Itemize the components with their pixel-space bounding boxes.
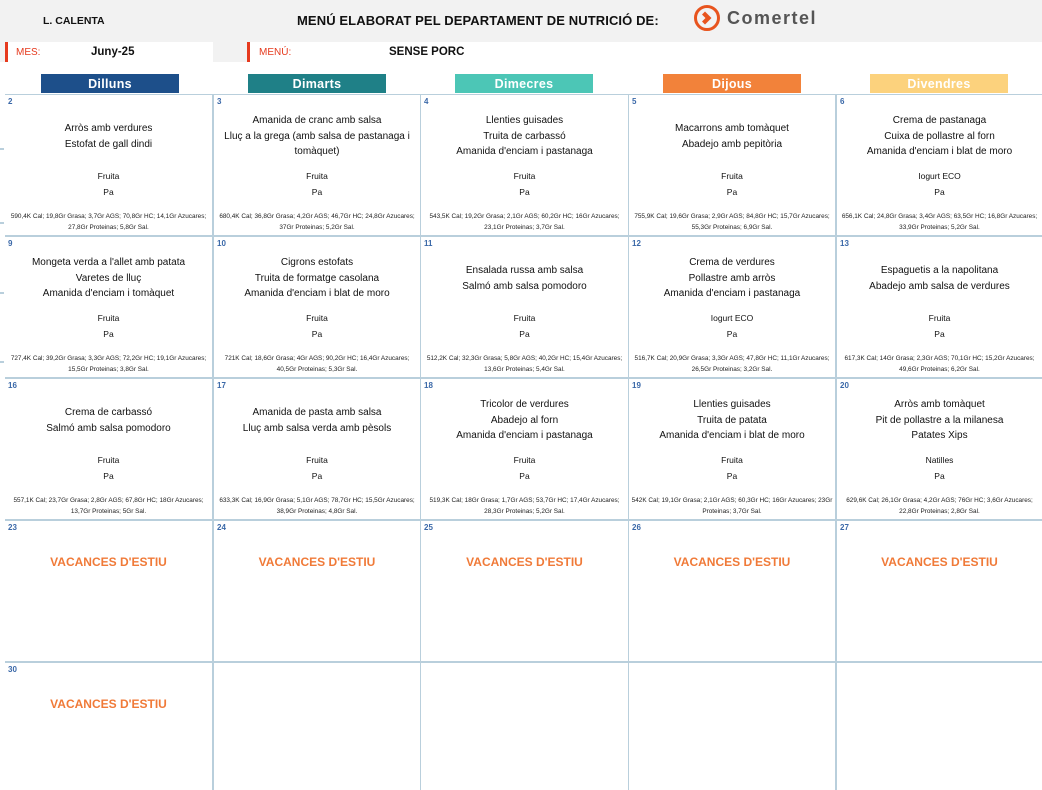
dish-item: Estofat de gall dindi — [64, 138, 153, 150]
holiday-label: VACANCES D'ESTIU — [258, 555, 376, 569]
holiday-label: VACANCES D'ESTIU — [881, 555, 998, 569]
day-number: 25 — [424, 523, 433, 532]
side-item: Fruita — [97, 313, 120, 323]
dish-item: Macarrons amb tomàquet — [675, 123, 789, 134]
dish-list — [7, 121, 210, 152]
day-cell-dimecres — [421, 663, 628, 790]
dish-item: Truita de carbassó — [483, 130, 566, 142]
dish-item: Amanida d'enciam i blat de moro — [866, 146, 1013, 157]
day-header-dijous: Dijous — [663, 74, 801, 93]
side-items — [423, 169, 626, 200]
side-item: Pa — [726, 470, 738, 481]
side-item: Fruita — [513, 313, 536, 323]
side-item: Pa — [311, 328, 323, 339]
side-items — [839, 169, 1040, 200]
month-value: Juny-25 — [91, 46, 135, 58]
dish-item: Amanida d'enciam i tomàquet — [42, 288, 175, 299]
day-cell-dimarts — [214, 663, 420, 790]
dish-item: Tricolor de verdures — [480, 399, 569, 410]
day-number: 18 — [424, 381, 433, 390]
side-item: Fruita — [97, 455, 120, 465]
dish-item: Patates Xips — [911, 430, 968, 441]
day-number: 30 — [8, 665, 17, 674]
month-label: MES: — [16, 47, 41, 58]
day-number: 20 — [840, 381, 849, 390]
dish-list — [216, 113, 418, 160]
row-marker — [0, 292, 4, 294]
day-cell-dimarts — [214, 237, 420, 377]
dish-item: Arròs amb verdures — [64, 123, 153, 134]
dish-item: Llenties guisades — [693, 399, 771, 410]
dish-item: Salmó amb salsa pomodoro — [462, 280, 587, 292]
page-title: MENÚ ELABORAT PEL DEPARTAMENT DE NUTRICIÓ DE: — [297, 13, 659, 28]
dish-list — [631, 255, 833, 302]
day-cell-dilluns — [5, 379, 212, 519]
side-items — [216, 169, 418, 200]
brand-name: Comertel — [727, 7, 818, 28]
dish-item: Truita de patata — [697, 414, 767, 426]
day-cell-divendres — [837, 521, 1042, 661]
dish-item: Salmó amb salsa pomodoro — [46, 422, 171, 434]
day-number: 27 — [840, 523, 849, 532]
side-item: Iogurt ECO — [918, 171, 961, 181]
dish-item: Crema de verdures — [689, 257, 775, 268]
nutrition-info: 617,3K Cal; 14Gr Grasa; 2,3Gr AGS; 70,1Gr HC; 15,2Gr Azucares; 49,6Gr Proteinas; 6,2Gr Sal. — [844, 355, 1035, 373]
side-item: Fruita — [306, 171, 328, 181]
day-number: 16 — [8, 381, 17, 390]
dish-item: Crema de carbassó — [64, 407, 153, 418]
dish-item: Cuixa de pollastre al forn — [884, 130, 995, 142]
kitchen-label: L. CALENTA — [43, 15, 105, 27]
day-cell-dijous — [629, 663, 835, 790]
day-cell-dimarts — [214, 521, 420, 661]
nutrition-info: 633,3K Cal; 16,9Gr Grasa; 5,1Gr AGS; 78,7Gr HC; 15,5Gr Azucares; 38,9Gr Proteinas; 4,8Gr Sal. — [219, 497, 415, 515]
nutrition-info: 755,9K Cal; 19,6Gr Grasa; 2,9Gr AGS; 84,8Gr HC; 15,7Gr Azucares; 55,3Gr Proteinas; 6,9Gr Sal. — [634, 213, 830, 231]
nutrition-info: 680,4K Cal; 36,8Gr Grasa; 4,2Gr AGS; 46,7Gr HC; 24,8Gr Azucares; 37Gr Proteinas; 5,2Gr Sal. — [219, 213, 415, 231]
comertel-logo-icon — [694, 5, 720, 31]
menu-calendar-grid — [5, 94, 1042, 790]
day-number: 2 — [8, 97, 13, 106]
nutrition-info: 542K Cal; 19,1Gr Grasa; 2,1Gr AGS; 60,3Gr HC; 16Gr Azucares; 23Gr Proteinas; 3,7Gr Sal. — [631, 497, 833, 515]
dish-item: Varetes de lluç — [75, 272, 142, 284]
day-cell-dimarts — [214, 95, 420, 235]
day-number: 5 — [632, 97, 637, 106]
day-cell-divendres — [837, 663, 1042, 790]
nutrition-info: 557,1K Cal; 23,7Gr Grasa; 2,8Gr AGS; 67,8Gr HC; 18Gr Azucares; 13,7Gr Proteinas; 5Gr Sal. — [13, 497, 204, 515]
dish-list — [7, 255, 210, 302]
day-number: 26 — [632, 523, 641, 532]
side-item: Pa — [103, 470, 114, 481]
side-items — [631, 169, 833, 200]
dish-list — [631, 397, 833, 444]
holiday-label: VACANCES D'ESTIU — [673, 555, 791, 569]
day-cell-dilluns — [5, 521, 212, 661]
day-number: 17 — [217, 381, 226, 390]
side-item: Natilles — [925, 455, 954, 465]
holiday-label: VACANCES D'ESTIU — [50, 697, 167, 711]
day-cell-dimarts — [214, 379, 420, 519]
day-number: 4 — [424, 97, 429, 106]
side-item: Pa — [519, 470, 530, 481]
dish-item: Amanida d'enciam i blat de moro — [244, 288, 390, 299]
side-item: Pa — [934, 186, 945, 197]
dish-list — [423, 397, 626, 444]
row-marker — [0, 148, 4, 150]
day-cell-dimecres — [421, 521, 628, 661]
day-number: 6 — [840, 97, 845, 106]
dish-item: Pollastre amb arròs — [688, 272, 776, 284]
nutrition-info: 629,6K Cal; 26,1Gr Grasa; 4,2Gr AGS; 76Gr HC; 3,6Gr Azucares; 22,8Gr Proteinas; 2,8Gr Sal. — [846, 497, 1033, 515]
side-items — [216, 311, 418, 342]
row-marker — [0, 222, 4, 224]
day-cell-dijous — [629, 379, 835, 519]
dish-item: Abadejo amb pepitòria — [681, 138, 783, 150]
dish-item: Truita de formatge casolana — [254, 272, 380, 284]
dish-item: Lluç a la grega (amb salsa de pastanaga i tomàquet) — [224, 130, 410, 157]
side-item: Fruita — [721, 171, 743, 181]
holiday-label: VACANCES D'ESTIU — [50, 555, 167, 569]
side-items — [423, 311, 626, 342]
side-item: Pa — [311, 186, 323, 197]
day-cell-divendres — [837, 95, 1042, 235]
dish-list — [216, 405, 418, 436]
dish-list — [423, 113, 626, 160]
dish-item: Abadejo al forn — [490, 414, 559, 426]
nutrition-info: 519,3K Cal; 18Gr Grasa; 1,7Gr AGS; 53,7Gr HC; 17,4Gr Azucares; 28,3Gr Proteinas; 5,2Gr Sal. — [429, 497, 620, 515]
side-item: Fruita — [97, 171, 120, 181]
dish-item: Llenties guisades — [485, 115, 564, 126]
side-item: Pa — [519, 186, 530, 197]
nutrition-info: 590,4K Cal; 19,8Gr Grasa; 3,7Gr AGS; 70,8Gr HC; 14,1Gr Azucares; 27,8Gr Proteinas; 5,8Gr Sal. — [10, 213, 207, 231]
side-item: Fruita — [306, 313, 328, 323]
dish-item: Pit de pollastre a la milanesa — [875, 414, 1004, 426]
side-items — [631, 453, 833, 484]
side-item: Pa — [934, 470, 945, 481]
dish-item: Arròs amb tomàquet — [894, 399, 985, 410]
dish-list — [423, 263, 626, 294]
day-cell-dilluns — [5, 95, 212, 235]
side-item: Pa — [726, 328, 738, 339]
day-cell-divendres — [837, 237, 1042, 377]
day-number: 9 — [8, 239, 13, 248]
day-header-dimarts: Dimarts — [248, 74, 386, 93]
side-item: Fruita — [513, 455, 536, 465]
nutrition-info: 516,7K Cal; 20,9Gr Grasa; 3,3Gr AGS; 47,8Gr HC; 11,1Gr Azucares; 26,5Gr Proteinas; 3,2Gr Sal. — [634, 355, 830, 373]
day-cell-dimecres — [421, 95, 628, 235]
dish-item: Crema de pastanaga — [892, 115, 987, 126]
day-number: 3 — [217, 97, 222, 106]
side-item: Fruita — [306, 455, 328, 465]
dish-item: Mongeta verda a l'allet amb patata — [31, 257, 186, 268]
side-item: Pa — [519, 328, 530, 339]
dish-list — [839, 263, 1040, 294]
side-item: Iogurt ECO — [710, 313, 754, 323]
side-item: Pa — [103, 328, 114, 339]
dish-item: Amanida d'enciam i pastanaga — [456, 146, 593, 157]
day-number: 23 — [8, 523, 17, 532]
day-number: 12 — [632, 239, 641, 248]
dish-list — [216, 255, 418, 302]
dish-list — [7, 405, 210, 436]
side-item: Pa — [934, 328, 945, 339]
dish-item: Amanida de pasta amb salsa — [252, 407, 382, 418]
dish-list — [839, 113, 1040, 160]
day-cell-dijous — [629, 95, 835, 235]
day-cell-dimecres — [421, 379, 628, 519]
day-cell-dilluns — [5, 663, 212, 790]
dish-item: Abadejo amb salsa de verdures — [869, 280, 1010, 292]
nutrition-info: 543,5K Cal; 19,2Gr Grasa; 2,1Gr AGS; 60,2Gr HC; 16Gr Azucares; 23,1Gr Proteinas; 3,7Gr Sal. — [429, 213, 620, 231]
dish-item: Espaguetis a la napolitana — [880, 265, 999, 276]
side-items — [839, 311, 1040, 342]
side-item: Pa — [311, 470, 323, 481]
brand-logo — [694, 4, 817, 32]
day-number: 10 — [217, 239, 226, 248]
side-item: Pa — [726, 186, 738, 197]
day-header-dimecres: Dimecres — [455, 74, 593, 93]
day-cell-dijous — [629, 237, 835, 377]
day-header-dilluns: Dilluns — [41, 74, 179, 93]
dish-list — [839, 397, 1040, 444]
dish-item: Amanida de cranc amb salsa — [252, 115, 382, 126]
dish-item: Ensalada russa amb salsa — [465, 265, 584, 276]
menu-type-field — [247, 42, 1042, 62]
side-items — [839, 453, 1040, 484]
day-cell-dimecres — [421, 237, 628, 377]
dish-item: Cigrons estofats — [280, 257, 354, 268]
day-number: 11 — [424, 239, 433, 248]
nutrition-info: 512,2K Cal; 32,3Gr Grasa; 5,8Gr AGS; 40,2Gr HC; 15,4Gr Azucares; 13,6Gr Proteinas; 5,4Gr Sal. — [426, 355, 623, 373]
side-items — [423, 453, 626, 484]
side-items — [7, 169, 210, 200]
dish-item: Lluç amb salsa verda amb pèsols — [242, 422, 392, 434]
side-item: Fruita — [721, 455, 743, 465]
side-item: Fruita — [928, 313, 951, 323]
side-items — [7, 311, 210, 342]
holiday-label: VACANCES D'ESTIU — [466, 555, 583, 569]
side-items — [7, 453, 210, 484]
day-cell-dijous — [629, 521, 835, 661]
side-items — [216, 453, 418, 484]
dish-item: Amanida d'enciam i blat de moro — [659, 430, 805, 441]
day-cell-divendres — [837, 379, 1042, 519]
nutrition-info: 727,4K Cal; 39,2Gr Grasa; 3,3Gr AGS; 72,2Gr HC; 19,1Gr Azucares; 15,5Gr Proteinas; 3,8Gr Sal. — [10, 355, 207, 373]
day-number: 19 — [632, 381, 641, 390]
menu-type-label: MENÚ: — [259, 47, 292, 58]
side-item: Fruita — [513, 171, 536, 181]
dish-item: Amanida d'enciam i pastanaga — [663, 288, 801, 299]
side-items — [631, 311, 833, 342]
row-marker — [0, 361, 4, 363]
dish-list — [631, 121, 833, 152]
side-item: Pa — [103, 186, 114, 197]
day-cell-dilluns — [5, 237, 212, 377]
dish-item: Amanida d'enciam i pastanaga — [456, 430, 593, 441]
day-number: 13 — [840, 239, 849, 248]
day-number: 24 — [217, 523, 226, 532]
nutrition-info: 721K Cal; 18,6Gr Grasa; 4Gr AGS; 90,2Gr HC; 16,4Gr Azucares; 40,5Gr Proteinas; 5,3Gr Sal. — [224, 355, 410, 373]
day-header-divendres: Divendres — [870, 74, 1008, 93]
menu-type-value: SENSE PORC — [389, 46, 465, 58]
nutrition-info: 656,1K Cal; 24,8Gr Grasa; 3,4Gr AGS; 63,5Gr HC; 16,8Gr Azucares; 33,9Gr Proteinas; 5,2Gr Sal. — [841, 213, 1038, 231]
